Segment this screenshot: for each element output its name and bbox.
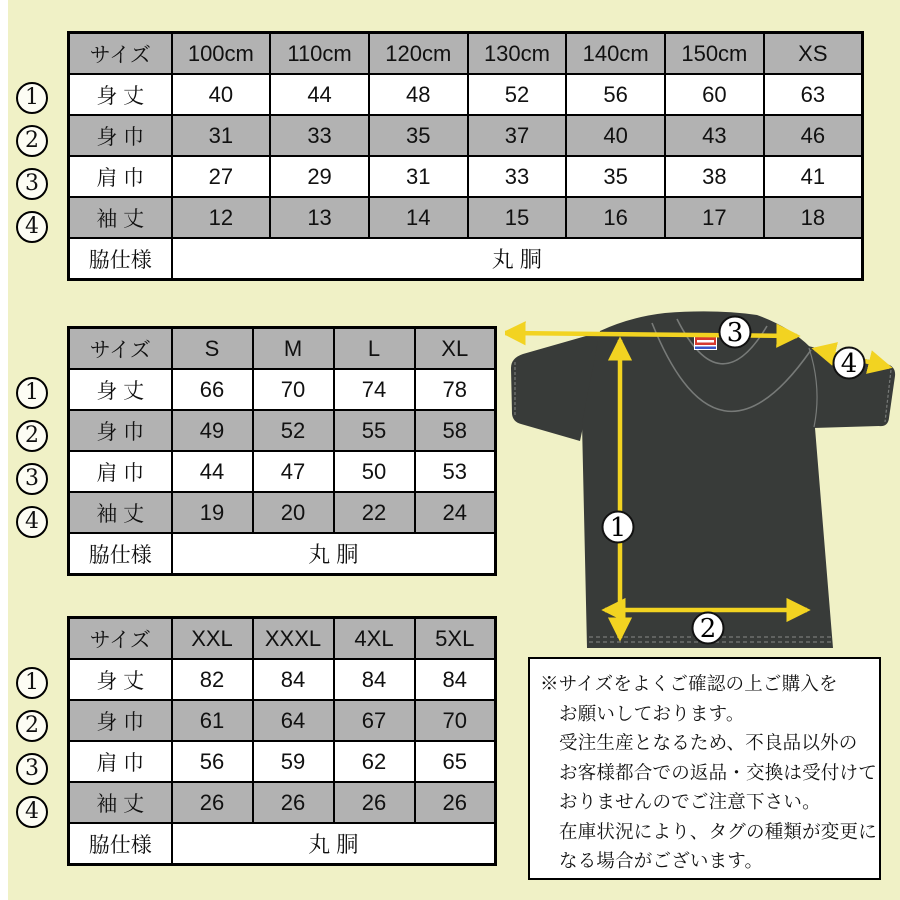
value-cell: 47 <box>253 451 334 492</box>
value-cell: 29 <box>270 156 369 197</box>
value-cell: 70 <box>415 700 496 741</box>
value-cell: 15 <box>468 197 567 238</box>
row-marker-3: 3 <box>16 753 48 785</box>
note-line: お客様都合での返品・交換は受付けて <box>559 761 877 783</box>
value-cell: 78 <box>415 369 496 410</box>
value-cell: 16 <box>566 197 665 238</box>
row-marker-2: 2 <box>16 420 48 452</box>
value-cell: 37 <box>468 115 567 156</box>
value-cell: 17 <box>665 197 764 238</box>
size-header-label: サイズ <box>69 618 172 660</box>
row-label: 袖 丈 <box>69 197 172 238</box>
row-marker-1: 1 <box>16 667 48 699</box>
row-marker-1: 1 <box>16 82 48 114</box>
size-table <box>67 31 864 281</box>
measure-markers-column <box>12 326 67 576</box>
badge-4-label: 4 <box>840 349 858 379</box>
row-label: 身 丈 <box>69 74 172 115</box>
size-header-cell: L <box>334 328 415 370</box>
value-cell: 33 <box>468 156 567 197</box>
size-header-cell: 150cm <box>665 33 764 75</box>
value-cell: 74 <box>334 369 415 410</box>
value-cell: 40 <box>172 74 271 115</box>
value-cell: 31 <box>172 115 271 156</box>
row-label: 身 巾 <box>69 700 172 741</box>
value-cell: 38 <box>665 156 764 197</box>
value-cell: 26 <box>172 782 253 823</box>
row-label: 肩 巾 <box>69 156 172 197</box>
value-cell: 43 <box>665 115 764 156</box>
badge-1-label: 1 <box>609 513 627 543</box>
value-cell: 59 <box>253 741 334 782</box>
row-marker-4: 4 <box>16 506 48 538</box>
row-label: 身 丈 <box>69 659 172 700</box>
row-marker-3: 3 <box>16 168 48 200</box>
note-line: 在庫状況により、タグの種類が変更に <box>559 820 877 842</box>
value-cell: 14 <box>369 197 468 238</box>
row-label: 肩 巾 <box>69 741 172 782</box>
value-cell: 84 <box>334 659 415 700</box>
left-white-margin <box>0 0 8 900</box>
size-header-label: サイズ <box>69 33 172 75</box>
size-table-kids-xs <box>12 31 864 281</box>
value-cell: 46 <box>764 115 863 156</box>
row-marker-2: 2 <box>16 710 48 742</box>
size-header-cell: XXXL <box>253 618 334 660</box>
measure-markers-column <box>12 616 67 866</box>
value-cell: 22 <box>334 492 415 533</box>
value-cell: 70 <box>253 369 334 410</box>
size-header-cell: M <box>253 328 334 370</box>
value-cell: 63 <box>764 74 863 115</box>
row-label: 身 巾 <box>69 115 172 156</box>
row-label: 袖 丈 <box>69 492 172 533</box>
size-header-cell: XS <box>764 33 863 75</box>
footer-label: 脇仕様 <box>69 238 172 280</box>
value-cell: 18 <box>764 197 863 238</box>
footer-value: 丸 胴 <box>172 823 496 865</box>
purchase-note-box <box>528 657 881 880</box>
value-cell: 24 <box>415 492 496 533</box>
value-cell: 49 <box>172 410 253 451</box>
value-cell: 41 <box>764 156 863 197</box>
size-table-xxl-5xl <box>12 616 497 866</box>
size-header-cell: XL <box>415 328 496 370</box>
note-line: なる場合がございます。 <box>559 850 764 871</box>
value-cell: 26 <box>415 782 496 823</box>
value-cell: 84 <box>253 659 334 700</box>
measure-markers-column <box>12 31 67 281</box>
value-cell: 40 <box>566 115 665 156</box>
value-cell: 61 <box>172 700 253 741</box>
value-cell: 56 <box>566 74 665 115</box>
value-cell: 48 <box>369 74 468 115</box>
value-cell: 44 <box>172 451 253 492</box>
value-cell: 26 <box>334 782 415 823</box>
value-cell: 20 <box>253 492 334 533</box>
value-cell: 27 <box>172 156 271 197</box>
size-header-cell: 110cm <box>270 33 369 75</box>
size-table <box>67 616 497 866</box>
value-cell: 52 <box>468 74 567 115</box>
value-cell: 44 <box>270 74 369 115</box>
value-cell: 31 <box>369 156 468 197</box>
value-cell: 66 <box>172 369 253 410</box>
row-marker-4: 4 <box>16 211 48 243</box>
size-header-cell: 130cm <box>468 33 567 75</box>
note-line: おりませんのでご注意下さい。 <box>559 791 821 812</box>
size-header-cell: XXL <box>172 618 253 660</box>
row-marker-1: 1 <box>16 377 48 409</box>
value-cell: 52 <box>253 410 334 451</box>
value-cell: 67 <box>334 700 415 741</box>
value-cell: 56 <box>172 741 253 782</box>
value-cell: 13 <box>270 197 369 238</box>
value-cell: 55 <box>334 410 415 451</box>
badge-3-label: 3 <box>726 318 744 348</box>
value-cell: 33 <box>270 115 369 156</box>
note-line: 受注生産となるため、不良品以外の <box>559 732 858 753</box>
row-label: 身 丈 <box>69 369 172 410</box>
row-marker-3: 3 <box>16 463 48 495</box>
size-header-cell: 4XL <box>334 618 415 660</box>
value-cell: 60 <box>665 74 764 115</box>
value-cell: 12 <box>172 197 271 238</box>
row-label: 袖 丈 <box>69 782 172 823</box>
note-line: お願いしております。 <box>559 702 745 724</box>
value-cell: 64 <box>253 700 334 741</box>
footer-value: 丸 胴 <box>172 533 496 575</box>
note-line: ※サイズをよくご確認の上ご購入を <box>540 673 838 694</box>
value-cell: 84 <box>415 659 496 700</box>
size-header-cell: S <box>172 328 253 370</box>
neck-tag <box>694 336 717 350</box>
size-header-cell: 100cm <box>172 33 271 75</box>
value-cell: 50 <box>334 451 415 492</box>
tshirt-diagram <box>505 300 900 660</box>
size-header-label: サイズ <box>69 328 172 370</box>
row-marker-2: 2 <box>16 125 48 157</box>
value-cell: 58 <box>415 410 496 451</box>
size-header-cell: 5XL <box>415 618 496 660</box>
value-cell: 19 <box>172 492 253 533</box>
footer-value: 丸 胴 <box>172 238 863 280</box>
value-cell: 65 <box>415 741 496 782</box>
value-cell: 53 <box>415 451 496 492</box>
value-cell: 35 <box>566 156 665 197</box>
value-cell: 62 <box>334 741 415 782</box>
footer-label: 脇仕様 <box>69 823 172 865</box>
row-label: 身 巾 <box>69 410 172 451</box>
value-cell: 26 <box>253 782 334 823</box>
size-header-cell: 140cm <box>566 33 665 75</box>
size-table <box>67 326 497 576</box>
arrow-shoulder-width <box>505 333 797 336</box>
size-table-s-xl <box>12 326 497 576</box>
value-cell: 35 <box>369 115 468 156</box>
size-header-cell: 120cm <box>369 33 468 75</box>
row-label: 肩 巾 <box>69 451 172 492</box>
badge-2-label: 2 <box>699 614 717 644</box>
value-cell: 82 <box>172 659 253 700</box>
footer-label: 脇仕様 <box>69 533 172 575</box>
row-marker-4: 4 <box>16 796 48 828</box>
